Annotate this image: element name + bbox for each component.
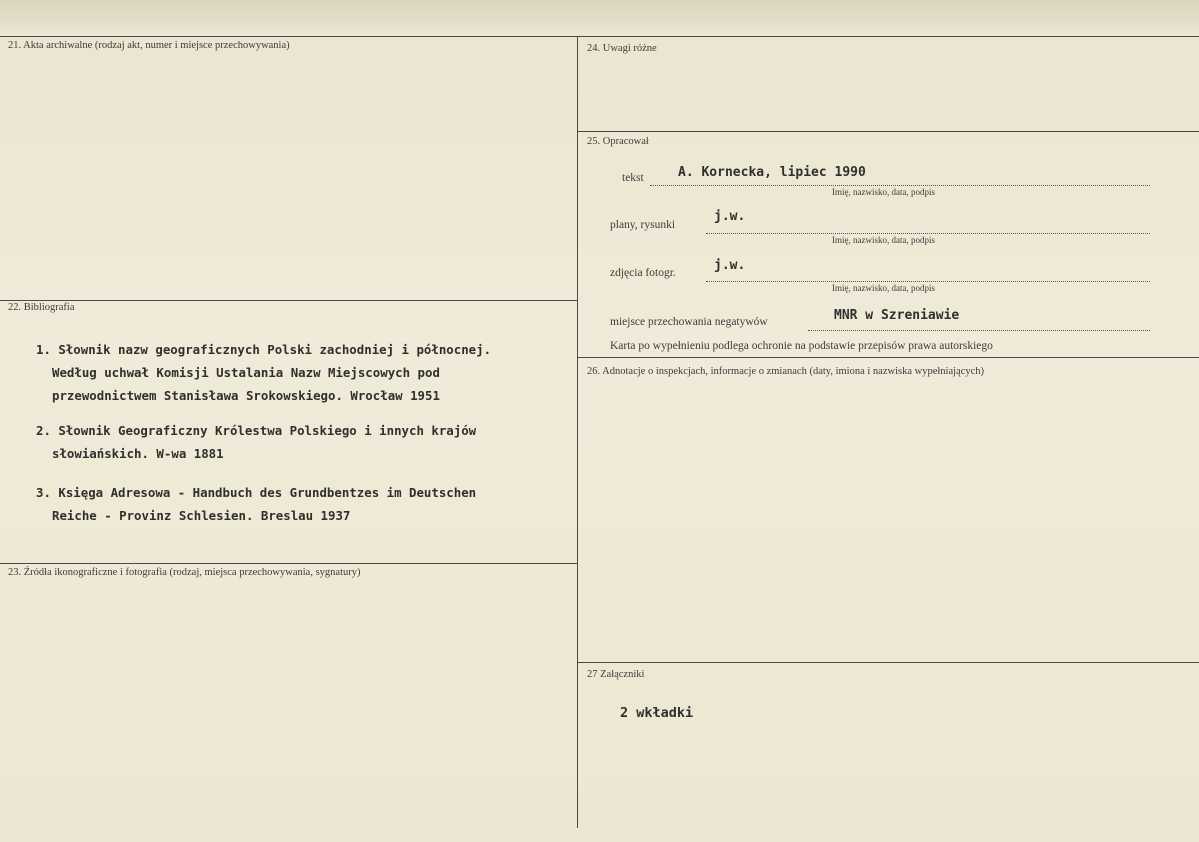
bibliography-line: 1. Słownik nazw geograficznych Polski zachodniej i północnej. <box>36 342 492 357</box>
section-25-label: 25. Opracował <box>587 136 649 147</box>
plany-value: j.w. <box>714 209 746 224</box>
bibliography-line: 3. Księga Adresowa - Handbuch des Grundbentzes im Deutschen <box>36 485 477 500</box>
rule-24-25 <box>577 131 1199 132</box>
section-21-label: 21. Akta archiwalne (rodzaj akt, numer i miejsce przechowywania) <box>8 40 290 51</box>
rule-21-22 <box>0 300 577 301</box>
negatywy-label: miejsce przechowania negatywów <box>610 316 768 328</box>
zdjecia-caption: Imię, nazwisko, data, podpis <box>832 283 935 293</box>
zdjecia-line <box>706 281 1150 282</box>
negatywy-line <box>808 330 1150 331</box>
rule-22-23 <box>0 563 577 564</box>
plany-label: plany, rysunki <box>610 219 676 231</box>
tekst-value: A. Kornecka, lipiec 1990 <box>678 165 866 180</box>
zdjecia-label: zdjęcia fotogr. <box>610 267 676 279</box>
tekst-line <box>650 185 1150 186</box>
section-23-label: 23. Źródła ikonograficzne i fotografia (rodzaj, miejsca przechowywania, sygnatury) <box>8 567 361 578</box>
center-divider <box>577 36 578 828</box>
card-top-edge <box>0 0 1199 30</box>
section-24-label: 24. Uwagi różne <box>587 43 657 54</box>
bibliography-item-1 <box>36 338 576 407</box>
section-26-label: 26. Adnotacje o inspekcjach, informacje o zmianach (daty, imiona i nazwiska wypełniających) <box>587 366 985 377</box>
tekst-caption: Imię, nazwisko, data, podpis <box>832 187 935 197</box>
bibliography-line: przewodnictwem Stanisława Srokowskiego. Wrocław 1951 <box>52 388 440 403</box>
zdjecia-value: j.w. <box>714 258 746 273</box>
negatywy-value: MNR w Szreniawie <box>834 308 960 323</box>
bibliography-line: Reiche - Provinz Schlesien. Breslau 1937 <box>52 508 351 523</box>
bibliography-line: Według uchwał Komisji Ustalania Nazw Miejscowych pod <box>52 365 440 380</box>
plany-caption: Imię, nazwisko, data, podpis <box>832 235 935 245</box>
rule-25-26 <box>577 357 1199 358</box>
tekst-label: tekst <box>622 172 644 184</box>
copyright-note: Karta po wypełnieniu podlega ochronie na podstawie przepisów prawa autorskiego <box>610 340 993 352</box>
bibliography-line: słowiańskich. W-wa 1881 <box>52 446 224 461</box>
plany-line <box>706 233 1150 234</box>
top-rule <box>0 36 1199 37</box>
bibliography-item-2 <box>36 419 576 465</box>
rule-26-27 <box>577 662 1199 663</box>
attachments-value: 2 wkładki <box>620 705 694 721</box>
section-27-label: 27 Załączniki <box>587 669 645 680</box>
bibliography-item-3 <box>36 481 576 527</box>
section-22-label: 22. Bibliografia <box>8 302 75 313</box>
bibliography-line: 2. Słownik Geograficzny Królestwa Polskiego i innych krajów <box>36 423 477 438</box>
